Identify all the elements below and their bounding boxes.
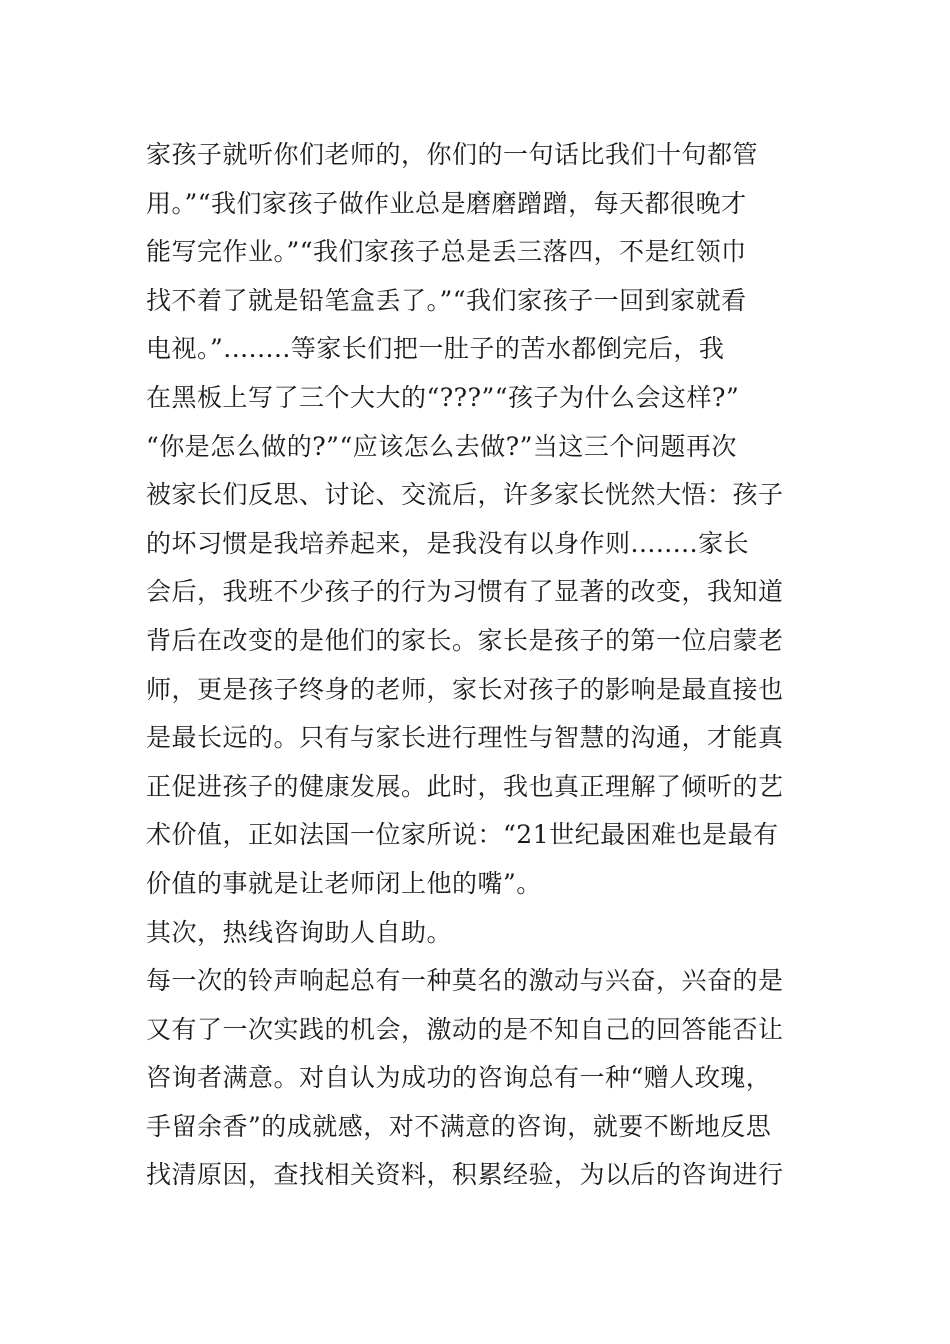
text-line: 咨询者满意。对自认为成功的咨询总有一种“赠人玫瑰， (146, 1063, 772, 1093)
text-line: 找清原因，查找相关资料，积累经验，为以后的咨询进行 (146, 1160, 784, 1190)
text-line: 找不着了就是铅笔盒丢了。”“我们家孩子一回到家就看 (146, 285, 747, 315)
text-line: 电视。”........等家长们把一肚子的苦水都倒完后，我 (146, 334, 725, 364)
text-line: 师，更是孩子终身的老师，家长对孩子的影响是最直接也 (146, 674, 784, 704)
text-line: 用。”“我们家孩子做作业总是磨磨蹭蹭，每天都很晚才 (146, 188, 747, 218)
text-line: 术价值，正如法国一位家所说：“21世纪最困难也是最有 (146, 820, 779, 850)
text-line: 家孩子就听你们老师的，你们的一句话比我们十句都管 (146, 140, 759, 169)
text-line: 的坏习惯是我培养起来，是我没有以身作则........家长 (146, 528, 750, 558)
text-line: 在黑板上写了三个大大的“???”“孩子为什么会这样?” (146, 382, 740, 412)
text-line: 能写完作业。”“我们家孩子总是丢三落四，不是红领巾 (146, 237, 747, 267)
body-text (146, 131, 810, 1200)
text-line: 价值的事就是让老师闭上他的嘴”。 (146, 868, 542, 898)
text-line: 每一次的铃声响起总有一种莫名的激动与兴奋，兴奋的是 (146, 966, 784, 996)
section-heading: 其次，热线咨询助人自助。 (146, 917, 453, 947)
text-line: 手留余香”的成就感，对不满意的咨询，就要不断地反思 (146, 1111, 772, 1141)
text-line: 正促进孩子的健康发展。此时，我也真正理解了倾听的艺 (146, 771, 784, 801)
text-line: 背后在改变的是他们的家长。家长是孩子的第一位启蒙老 (146, 625, 784, 655)
text-line: “你是怎么做的?”“应该怎么去做?”当这三个问题再次 (146, 431, 737, 461)
text-line: 被家长们反思、讨论、交流后，许多家长恍然大悟：孩子 (146, 480, 784, 510)
text-line: 是最长远的。只有与家长进行理性与智慧的沟通，才能真 (146, 723, 784, 753)
text-line: 会后，我班不少孩子的行为习惯有了显著的改变，我知道 (146, 577, 784, 607)
text-line: 又有了一次实践的机会，激动的是不知自己的回答能否让 (146, 1014, 784, 1044)
